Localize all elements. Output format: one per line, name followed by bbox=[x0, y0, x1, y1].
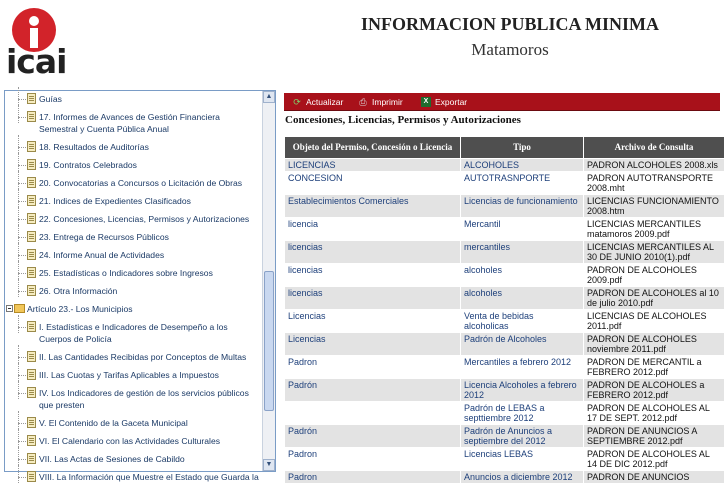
tree-line bbox=[18, 237, 26, 238]
print-label: Imprimir bbox=[372, 97, 403, 107]
cell-type: Mercantil bbox=[461, 218, 584, 241]
tree-line bbox=[18, 447, 19, 465]
tree-item-label: II. Las Cantidades Recibidas por Conceptos de Multas bbox=[39, 352, 247, 362]
tree-line bbox=[18, 279, 19, 297]
cell-object: Padron bbox=[285, 356, 461, 379]
cell-object: Licencias bbox=[285, 310, 461, 333]
tree-item-label: 23. Entrega de Recursos Públicos bbox=[39, 232, 169, 242]
cell-type: Licencias LEBAS bbox=[461, 448, 584, 471]
table-row bbox=[285, 172, 725, 195]
document-icon bbox=[27, 285, 36, 296]
cell-file[interactable]: LICENCIAS FUNCIONAMIENTO 2008.htm bbox=[584, 195, 725, 218]
tree-line bbox=[18, 201, 26, 202]
table-row bbox=[285, 356, 725, 379]
cell-object: CONCESION bbox=[285, 172, 461, 195]
cell-file[interactable]: PADRON DE ALCOHOLES a FEBRERO 2012.pdf bbox=[584, 379, 725, 402]
tree-line bbox=[18, 429, 19, 447]
cell-object: licencias bbox=[285, 264, 461, 287]
tree-line bbox=[18, 225, 19, 243]
tree-line bbox=[18, 147, 26, 148]
cell-file[interactable]: PADRON DE ALCOHOLES 2009.pdf bbox=[584, 264, 725, 287]
table-row bbox=[285, 264, 725, 287]
tree-item-label: 17. Informes de Avances de Gestión Financiera Semestral y Cuenta Pública Anual bbox=[39, 112, 220, 134]
tree-line bbox=[18, 261, 19, 279]
tree-line bbox=[18, 165, 26, 166]
cell-object: Padron bbox=[285, 471, 461, 484]
column-header-object[interactable]: Objeto del Permiso, Concesión o Licencia bbox=[285, 137, 461, 159]
tree-item-label: 21. Indices de Expedientes Clasificados bbox=[39, 196, 191, 206]
table-row bbox=[285, 159, 725, 172]
toolbar bbox=[284, 93, 720, 111]
document-icon bbox=[27, 93, 36, 104]
document-icon bbox=[27, 351, 36, 362]
cell-type: Anuncios a diciembre 2012 bbox=[461, 471, 584, 484]
tree-line bbox=[18, 99, 26, 100]
cell-object: licencias bbox=[285, 287, 461, 310]
collapse-icon[interactable] bbox=[6, 305, 13, 312]
cell-type: ALCOHOLES bbox=[461, 159, 584, 172]
tree-item-label: 20. Convocatorias a Concursos o Licitación de Obras bbox=[39, 178, 243, 188]
cell-object: Licencias bbox=[285, 333, 461, 356]
cell-type: Padrón de Alcoholes bbox=[461, 333, 584, 356]
refresh-button[interactable] bbox=[292, 93, 343, 111]
cell-file[interactable]: PADRON DE ALCOHOLES AL 17 DE SEPT. 2012.pdf bbox=[584, 402, 725, 425]
tree-item-label: III. Las Cuotas y Tarifas Aplicables a Impuestos bbox=[39, 370, 219, 380]
tree-line bbox=[18, 219, 26, 220]
table-row bbox=[285, 310, 725, 333]
cell-type: Licencia Alcoholes a febrero 2012 bbox=[461, 379, 584, 402]
document-icon bbox=[27, 195, 36, 206]
tree-line bbox=[18, 411, 19, 429]
tree-item-label: VI. El Calendario con las Actividades Culturales bbox=[39, 436, 221, 446]
tree-line bbox=[18, 291, 26, 292]
tree-line bbox=[18, 327, 26, 328]
scroll-down-icon[interactable]: ▼ bbox=[263, 459, 275, 471]
tree-line bbox=[18, 315, 19, 333]
table-row bbox=[285, 425, 725, 448]
tree-line bbox=[18, 363, 19, 381]
tree-line bbox=[18, 273, 26, 274]
tree-line bbox=[18, 423, 26, 424]
logo-i-dot bbox=[29, 16, 39, 26]
cell-object bbox=[285, 402, 461, 425]
cell-type: Mercantiles a febrero 2012 bbox=[461, 356, 584, 379]
tree-line bbox=[18, 345, 19, 363]
document-icon bbox=[27, 159, 36, 170]
cell-file[interactable]: LICENCIAS MERCANTILES matamoros 2009.pdf bbox=[584, 218, 725, 241]
table-row bbox=[285, 218, 725, 241]
tree-line bbox=[18, 135, 19, 153]
tree-line bbox=[18, 381, 19, 399]
tree-item-label: I. Estadísticas e Indicadores de Desempeño a los Cuerpos de Policía bbox=[39, 322, 228, 344]
folder-icon bbox=[14, 304, 25, 313]
table-row bbox=[285, 195, 725, 218]
cell-object: Establecimientos Comerciales bbox=[285, 195, 461, 218]
tree-item[interactable] bbox=[5, 111, 263, 135]
tree-item[interactable] bbox=[5, 177, 263, 189]
table-row bbox=[285, 402, 725, 425]
tree-item-label: V. El Contenido de la Gaceta Municipal bbox=[39, 418, 188, 428]
document-icon bbox=[27, 231, 36, 242]
tree-line bbox=[18, 477, 26, 478]
tree-item-label: Artículo 23.- Los Municipios bbox=[27, 304, 133, 314]
tree-line bbox=[18, 153, 19, 171]
table-body bbox=[285, 159, 725, 484]
cell-file[interactable]: LICENCIAS MERCANTILES AL 30 DE JUNIO 2010(1).pdf bbox=[584, 241, 725, 264]
tree-item[interactable] bbox=[5, 471, 263, 483]
tree-item[interactable] bbox=[5, 231, 263, 243]
tree-line bbox=[18, 357, 26, 358]
tree-item[interactable] bbox=[5, 93, 263, 105]
tree-item[interactable] bbox=[5, 435, 263, 447]
tree-item[interactable] bbox=[5, 213, 263, 225]
tree-line bbox=[18, 243, 19, 261]
cell-file[interactable]: PADRON DE ALCOHOLES al 10 de julio 2010.pdf bbox=[584, 287, 725, 310]
cell-type: Padrón de Anuncios a septiembre del 2012 bbox=[461, 425, 584, 448]
tree-item[interactable] bbox=[5, 285, 263, 297]
document-icon bbox=[27, 249, 36, 260]
document-icon bbox=[27, 141, 36, 152]
document-icon bbox=[27, 387, 36, 398]
icai-logo[interactable] bbox=[6, 8, 76, 80]
cell-object: Padrón bbox=[285, 379, 461, 402]
tree-item[interactable] bbox=[5, 417, 263, 429]
document-icon bbox=[27, 267, 36, 278]
table-row bbox=[285, 448, 725, 471]
tree-item-label: 22. Concesiones, Licencias, Permisos y Autorizaciones bbox=[39, 214, 250, 224]
cell-type: Padrón de LEBAS a septtiembre 2012 bbox=[461, 402, 584, 425]
tree-line bbox=[18, 393, 26, 394]
print-icon: ⎙ bbox=[359, 97, 367, 107]
document-icon bbox=[27, 213, 36, 224]
tree-item[interactable] bbox=[5, 453, 263, 465]
cell-object: LICENCIAS bbox=[285, 159, 461, 172]
cell-object: licencias bbox=[285, 241, 461, 264]
permits-table bbox=[284, 136, 725, 484]
cell-type: alcoholes bbox=[461, 264, 584, 287]
tree-item-label: 26. Otra Información bbox=[39, 286, 118, 296]
table-row bbox=[285, 241, 725, 264]
tree-item[interactable] bbox=[5, 141, 263, 153]
cell-type: Venta de bebidas alcoholicas bbox=[461, 310, 584, 333]
cell-file[interactable]: PADRON AUTOTRANSPORTE 2008.mht bbox=[584, 172, 725, 195]
tree-item[interactable] bbox=[5, 369, 263, 381]
document-icon bbox=[27, 453, 36, 464]
refresh-label: Actualizar bbox=[306, 97, 344, 107]
cell-file[interactable]: PADRON DE ALCOHOLES AL 14 DE DIC 2012.pdf bbox=[584, 448, 725, 471]
tree-line bbox=[18, 207, 19, 225]
cell-type: alcoholes bbox=[461, 287, 584, 310]
tree-item[interactable] bbox=[5, 351, 263, 363]
tree-item-label: IV. Los Indicadores de gestión de los servicios públicos que presten bbox=[39, 388, 249, 410]
logo-text: icai bbox=[6, 42, 67, 81]
document-icon bbox=[27, 111, 36, 122]
cell-type: Licencias de funcionamiento bbox=[461, 195, 584, 218]
tree-scrollbar[interactable] bbox=[262, 91, 275, 471]
cell-file[interactable]: LICENCIAS DE ALCOHOLES 2011.pdf bbox=[584, 310, 725, 333]
cell-file[interactable]: PADRON ALCOHOLES 2008.xls bbox=[584, 159, 725, 172]
cell-file[interactable]: PADRON DE ANUNCIOS bbox=[584, 471, 725, 484]
tree-line bbox=[18, 375, 26, 376]
tree-line bbox=[18, 171, 19, 189]
table-row bbox=[285, 333, 725, 356]
excel-icon: X bbox=[421, 97, 431, 107]
tree-line bbox=[18, 183, 26, 184]
tree-folder[interactable] bbox=[5, 303, 263, 315]
cell-file[interactable]: PADRON DE MERCANTIL a FEBRERO 2012.pdf bbox=[584, 356, 725, 379]
tree-line bbox=[18, 441, 26, 442]
tree-line bbox=[18, 459, 26, 460]
tree-content bbox=[5, 87, 263, 483]
tree-line bbox=[18, 105, 19, 123]
table-row bbox=[285, 379, 725, 402]
cell-object: licencia bbox=[285, 218, 461, 241]
page-subtitle: Matamoros bbox=[471, 40, 549, 59]
tree-line bbox=[18, 465, 19, 483]
cell-type: mercantiles bbox=[461, 241, 584, 264]
refresh-icon: ⟳ bbox=[293, 97, 301, 107]
tree-line bbox=[18, 117, 26, 118]
document-icon bbox=[27, 321, 36, 332]
scroll-up-icon[interactable]: ▲ bbox=[263, 91, 275, 103]
export-button[interactable] bbox=[421, 93, 467, 111]
cell-object: Padron bbox=[285, 448, 461, 471]
tree-item-label: 18. Resultados de Auditorías bbox=[39, 142, 149, 152]
tree-item[interactable] bbox=[5, 159, 263, 171]
tree-line bbox=[18, 189, 19, 207]
print-button[interactable] bbox=[358, 93, 403, 111]
cell-object: Padrón bbox=[285, 425, 461, 448]
tree-item-label: 19. Contratos Celebrados bbox=[39, 160, 137, 170]
document-icon bbox=[27, 369, 36, 380]
document-icon bbox=[27, 417, 36, 428]
column-header-file[interactable]: Archivo de Consulta bbox=[584, 137, 725, 159]
tree-item[interactable] bbox=[5, 267, 263, 279]
tree-line bbox=[18, 255, 26, 256]
table-row bbox=[285, 471, 725, 484]
column-header-type[interactable]: Tipo bbox=[461, 137, 584, 159]
tree-item-label: 24. Informe Anual de Actividades bbox=[39, 250, 165, 260]
table-row bbox=[285, 287, 725, 310]
table-header-row bbox=[285, 137, 725, 159]
tree-item-label: Guías bbox=[39, 94, 62, 104]
document-icon bbox=[27, 177, 36, 188]
navigation-tree bbox=[4, 90, 276, 482]
tree-item-label: VII. Las Actas de Sesiones de Cabildo bbox=[39, 454, 185, 464]
document-icon bbox=[27, 471, 36, 482]
export-label: Exportar bbox=[435, 97, 468, 107]
tree-item[interactable] bbox=[5, 387, 263, 411]
tree-item-label: VIII. La Información que Muestre el Estado que Guarda la bbox=[39, 472, 259, 482]
cell-file[interactable]: PADRON DE ANUNCIOS A SEPTIEMBRE 2012.pdf bbox=[584, 425, 725, 448]
tree-item[interactable] bbox=[5, 321, 263, 345]
tree-item[interactable] bbox=[5, 195, 263, 207]
cell-type: AUTOTRASNPORTE bbox=[461, 172, 584, 195]
scroll-thumb[interactable] bbox=[264, 271, 274, 411]
tree-item-label: 25. Estadísticas o Indicadores sobre Ingresos bbox=[39, 268, 213, 278]
cell-file[interactable]: PADRON DE ALCOHOLES noviembre 2011.pdf bbox=[584, 333, 725, 356]
tree-line bbox=[18, 87, 19, 105]
section-heading: Concesiones, Licencias, Permisos y Autorizaciones bbox=[285, 114, 521, 126]
document-icon bbox=[27, 435, 36, 446]
tree-item[interactable] bbox=[5, 249, 263, 261]
page-title: INFORMACION PUBLICA MINIMA bbox=[361, 14, 659, 34]
